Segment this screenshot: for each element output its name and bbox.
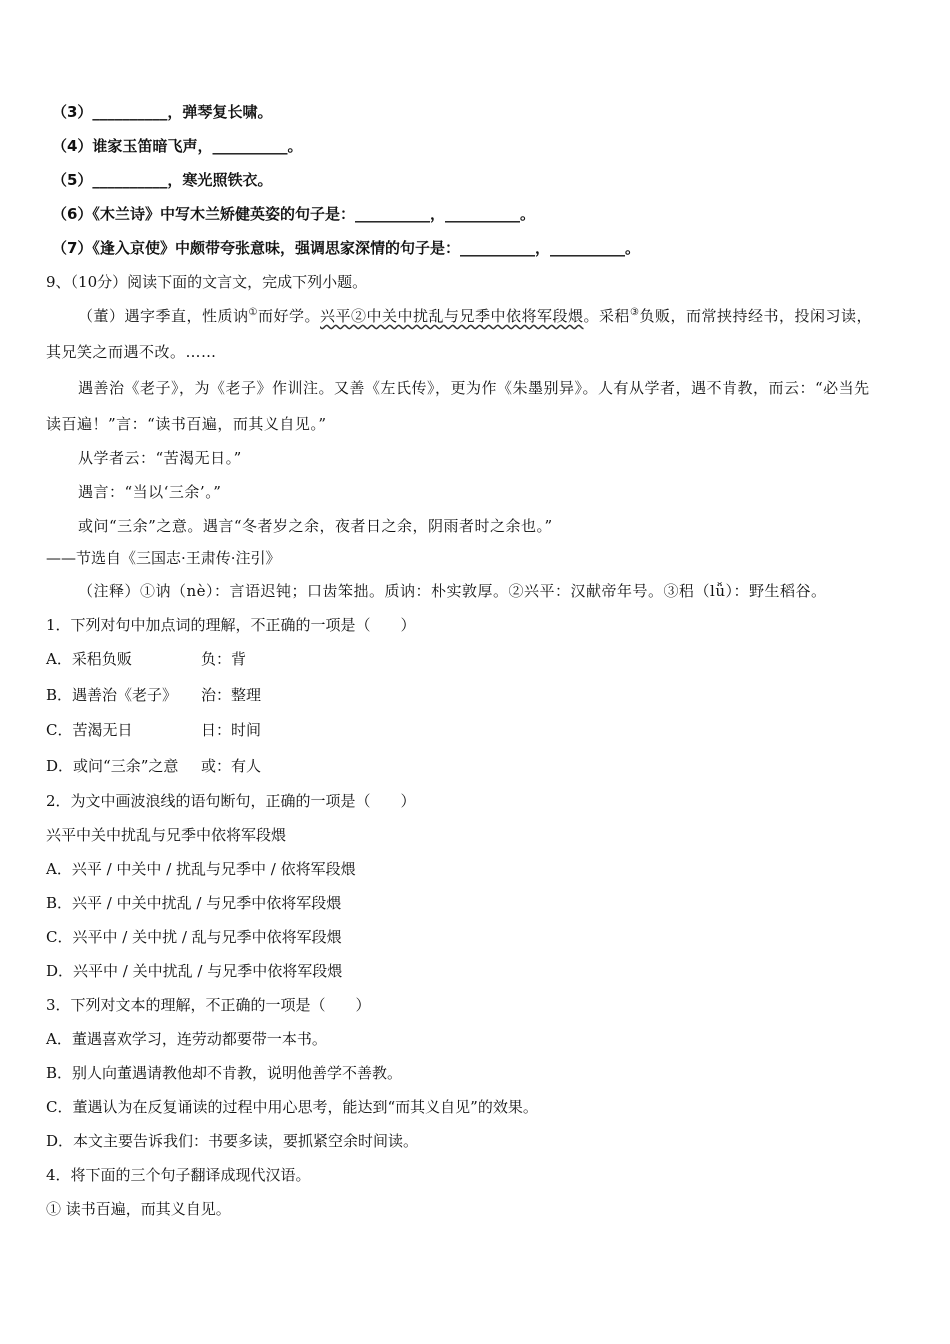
q4-item-1: ① 读书百遍，而其义自见。 [46,1200,231,1218]
fill-blank-4: （4）谁家玉笛暗飞声，__________。 [52,137,303,155]
passage-para-5: 或问“三余”之意。遇言“冬者岁之余，夜者日之余，阴雨者时之余也。” [78,517,553,535]
q3-option-c: C．董遇认为在反复诵读的过程中用心思考，能达到“而其义自见”的效果。 [46,1098,538,1116]
option-answer: 日：时间 [201,721,262,739]
footnote-marker: ① [248,307,258,318]
passage-para-2-cont: 读百遍！”言：“读书百遍，而其义自见。” [46,415,327,433]
q3-option-d: D．本文主要告诉我们：书要多读，要抓紧空余时间读。 [46,1132,419,1150]
q1-option-b [46,685,261,705]
passage-para-1-cont: 其兄笑之而遇不改。…… [46,343,217,361]
option-label: D．或问“三余”之意 [46,757,179,775]
q2-option-c: C．兴平中 / 关中扰 / 乱与兄季中依将军段煨 [46,928,342,946]
passage-text: 而好学。 [257,307,320,325]
q1-option-c [46,720,261,740]
q2-option-b: B．兴平 / 中关中扰乱 / 与兄季中依将军段煨 [46,894,342,912]
passage-text: 负贩，而常挟持经书，投闲习读， [639,307,873,325]
q2-sentence: 兴平中关中扰乱与兄季中依将军段煨 [46,826,287,844]
q2-stem: 2．为文中画波浪线的语句断句，正确的一项是（ ） [46,792,416,810]
option-label: B．遇善治《老子》 [46,686,178,704]
q3-option-b: B．别人向董遇请教他却不肯教，说明他善学不善教。 [46,1064,403,1082]
q2-option-d: D．兴平中 / 关中扰乱 / 与兄季中依将军段煨 [46,962,343,980]
passage-notes: （注释）①讷（nè）：言语迟钝；口齿笨拙。质讷：朴实敦厚。②兴平：汉献帝年号。③稆（lǚ）：野生稻谷。 [78,582,827,600]
passage-source: ——节选自《三国志·王肃传·注引》 [46,549,281,567]
q2-option-a: A．兴平 / 中关中 / 扰乱与兄季中 / 依将军段煨 [46,860,356,878]
passage-para-1 [78,306,872,326]
q3-option-a: A．董遇喜欢学习，连劳动都要带一本书。 [46,1030,327,1048]
option-answer: 负：背 [201,650,247,668]
fill-blank-3: （3）__________，弹琴复长啸。 [52,103,273,121]
passage-para-3: 从学者云：“苦渴无日。” [78,449,242,467]
option-answer: 或：有人 [201,757,262,775]
fill-blank-7: （7）《逢入京使》中颇带夸张意味，强调思家深情的句子是：__________，__________。 [52,239,640,257]
question-9-header: 9、（10分）阅读下面的文言文，完成下列小题。 [46,273,368,291]
fill-blank-5: （5）__________，寒光照铁衣。 [52,171,273,189]
option-label: A．采稆负贩 [46,650,132,668]
option-answer: 治：整理 [201,686,262,704]
passage-text: （董）遇字季直，性质讷 [78,307,249,325]
q4-stem: 4．将下面的三个句子翻译成现代汉语。 [46,1166,311,1184]
footnote-marker: ③ [630,307,640,318]
passage-para-4: 遇言：“当以‘三余’。” [78,483,222,501]
q3-stem: 3．下列对文本的理解，不正确的一项是（ ） [46,996,371,1014]
passage-para-2: 遇善治《老子》，为《老子》作训注。又善《左氏传》，更为作《朱墨别异》。人有从学者，遇不肯教，而云：“必当先 [78,379,870,397]
option-label: C．苦渴无日 [46,721,133,739]
wavy-underlined-sentence: 兴平②中关中扰乱与兄季中依将军段煨 [320,307,584,325]
q1-stem: 1．下列对句中加点词的理解，不正确的一项是（ ） [46,616,416,634]
q1-option-a [46,649,246,669]
fill-blank-6: （6）《木兰诗》中写木兰矫健英姿的句子是：__________，__________。 [52,205,535,223]
passage-text: 。采稆 [583,307,631,325]
q1-option-d [46,756,261,776]
